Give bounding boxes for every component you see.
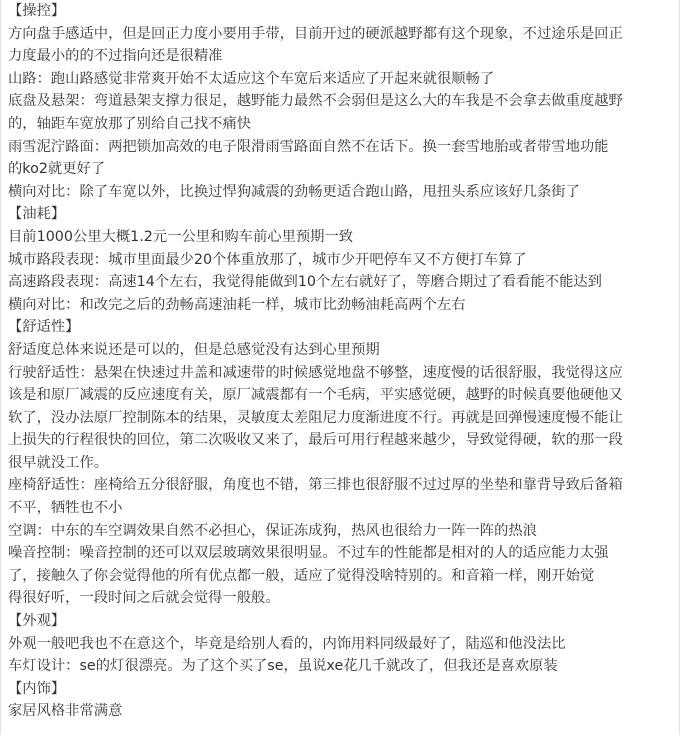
paragraph-line: 横向对比：除了车宽以外，比换过悍狗减震的劲畅更适合跑山路，甩扭头系应该好几条街了	[8, 183, 580, 200]
paragraph-line: 目前1000公里大概1.2元一公里和购车前心里预期一致	[8, 228, 354, 245]
paragraph-line: 的ko2就更好了	[8, 161, 106, 178]
paragraph-line: 行驶舒适性：悬架在快速过井盖和减速带的时候感觉地盘不够整，速度慢的话很舒服，我觉得这应	[8, 364, 623, 381]
paragraph-line: 舒适度总体来说还是可以的，但是总感觉没有达到心里预期	[8, 341, 380, 358]
paragraph-line: 很早就没工作。	[8, 454, 109, 471]
paragraph-line: 空调：中东的车空调效果自然不必担心，保证冻成狗，热风也很给力一阵一阵的热浪	[8, 522, 537, 539]
paragraph-line: 得很好听，一段时间之后就会觉得一般般。	[8, 590, 280, 607]
paragraph-line: 横向对比：和改完之后的劲畅高速油耗一样，城市比劲畅油耗高两个左右	[8, 296, 466, 313]
section-heading-fuel: 【油耗】	[8, 206, 66, 223]
paragraph-line: 不平，牺牲也不小	[8, 500, 123, 517]
section-heading-exterior: 【外观】	[8, 613, 66, 630]
section-heading-comfort: 【舒适性】	[8, 319, 80, 336]
paragraph-line: 外观一般吧我也不在意这个，毕竟是给别人看的，内饰用料同级最好了，陆巡和他没法比	[8, 635, 566, 652]
section-heading-interior: 【内饰】	[8, 680, 66, 697]
paragraph-line: 力度最小的的不过指向还是很精准	[8, 48, 223, 65]
paragraph-line: 上损失的行程很快的回位，第二次吸收又来了，最后可用行程越来越少，导致觉得硬，软的那一段	[8, 432, 623, 449]
paragraph-line: 车灯设计：se的灯很漂亮。为了这个买了se，虽说xe花几千就改了，但我还是喜欢原装	[8, 658, 558, 675]
paragraph-line: 软了，没办法原厂控制陈本的结果，灵敏度太差阻尼力度渐进度不行。再就是回弹慢速度慢不能让	[8, 409, 623, 426]
paragraph-line: 该是和原厂减震的反应速度有关，原厂减震都有一个毛病，平实感觉硬，越野的时候真要他硬他又	[8, 387, 623, 404]
paragraph-line: 雨雪泥泞路面：两把锁加高效的电子限滑雨雪路面自然不在话下。换一套雪地胎或者带雪地功能	[8, 138, 609, 155]
paragraph-line: 底盘及悬架：弯道悬架支撑力很足，越野能力最然不会弱但是这么大的车我是不会拿去做重度越野	[8, 93, 623, 110]
paragraph-line: 高速路段表现：高速14个左右，我觉得能做到10个左右就好了，等磨合期过了看看能不能达到	[8, 274, 602, 291]
paragraph-line: 方向盘手感适中，但是回正力度小要用手带，目前开过的硬派越野都有这个现象，不过途乐是回正	[8, 25, 623, 42]
paragraph-line: 的，轴距车宽放那了别给自己找不痛快	[8, 115, 252, 132]
paragraph-line: 家居风格非常满意	[8, 703, 123, 720]
paragraph-line: 噪音控制：噪音控制的还可以双层玻璃效果很明显。不过车的性能都是相对的人的适应能力太强	[8, 545, 609, 562]
paragraph-line: 城市路段表现：城市里面最少20个体重放那了，城市少开吧停车又不方便打车算了	[8, 251, 527, 268]
paragraph-line: 山路：跑山路感觉非常爽开始不太适应这个车宽后来适应了开起来就很顺畅了	[8, 70, 495, 87]
paragraph-line: 了，接触久了你会觉得他的所有优点都一般，适应了觉得没啥特别的。和音箱一样，刚开始觉	[8, 567, 595, 584]
paragraph-line: 座椅舒适性：座椅给五分很舒服，角度也不错，第三排也很舒服不过过厚的坐垫和靠背导致后备箱	[8, 477, 623, 494]
section-heading-handling: 【操控】	[8, 3, 66, 19]
